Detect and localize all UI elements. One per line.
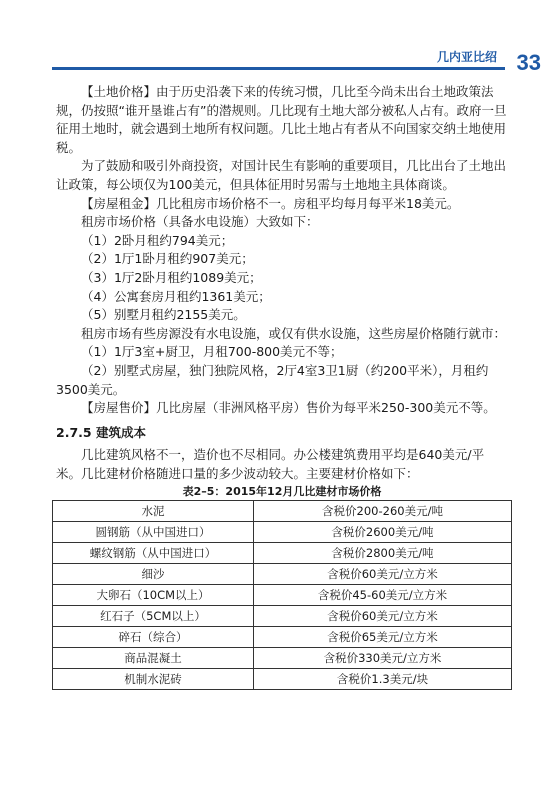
material-cell: 圆钢筋（从中国进口） xyxy=(53,522,254,543)
list-item: （2）别墅式房屋，独门独院风格，2厅4室3卫1厨（约200平米），月租约3500美元。 xyxy=(56,362,489,397)
running-header-title: 几内亚比绍 xyxy=(436,50,497,64)
price-cell: 含税价330美元/立方米 xyxy=(254,648,512,669)
paragraph-no-utilities: 租房市场有些房源没有水电设施，或仅有供水设施，这些房屋价格随行就市： xyxy=(81,325,507,341)
table-row xyxy=(53,669,512,690)
list-item: （4）公寓套房月租约1361美元； xyxy=(81,288,271,304)
paragraph-sale-price: 【房屋售价】几比房屋（非洲风格平房）售价为每平米250-300美元不等。 xyxy=(81,400,496,416)
paragraph-rent-intro: 租房市场价格（具备水电设施）大致如下： xyxy=(81,214,319,230)
table-row xyxy=(53,564,512,585)
material-cell: 红石子（5CM以上） xyxy=(53,606,254,627)
price-cell: 含税价2600美元/吨 xyxy=(254,522,512,543)
paragraph-rent: 【房屋租金】几比租房市场价格不一。房租平均每月每平米18美元。 xyxy=(81,195,460,211)
table-row xyxy=(53,606,512,627)
material-cell: 商品混凝土 xyxy=(53,648,254,669)
page-number: 33 xyxy=(516,50,541,75)
header-rule xyxy=(52,67,505,70)
material-cell: 大卵石（10CM以上） xyxy=(53,585,254,606)
material-cell: 细沙 xyxy=(53,564,254,585)
paragraph-land-policy: 为了鼓励和吸引外商投资，对国计民生有影响的重要项目，几比出台了土地出让政策，每公顷仅为100美元，但具体征用时另需与土地地主具体商谈。 xyxy=(56,158,507,192)
paragraph-land-price: 【土地价格】由于历史沿袭下来的传统习惯，几比至今尚未出台土地政策法规，仍按照“谁开垦谁占有”的潜规则。几比现有土地大部分被私人占有。政府一旦征用土地时，就会遇到土地所有权问题。几比土地占有者从不向国家交纳土地使用税。 xyxy=(56,84,507,155)
list-item: （2）1厅1卧月租约907美元； xyxy=(81,251,254,267)
list-item: （5）别墅月租约2155美元。 xyxy=(81,307,246,323)
price-cell: 含税价60美元/立方米 xyxy=(254,564,512,585)
materials-price-table xyxy=(52,500,512,690)
section-heading: 2.7.5 建筑成本 xyxy=(56,424,146,440)
price-cell: 含税价1.3美元/块 xyxy=(254,669,512,690)
price-cell: 含税价60美元/立方米 xyxy=(254,606,512,627)
material-cell: 碎石（综合） xyxy=(53,627,254,648)
price-cell: 含税价65美元/立方米 xyxy=(254,627,512,648)
table-row xyxy=(53,522,512,543)
price-cell: 含税价45-60美元/立方米 xyxy=(254,585,512,606)
material-cell: 机制水泥砖 xyxy=(53,669,254,690)
table-row xyxy=(53,627,512,648)
paragraph-construction-cost: 几比建筑风格不一，造价也不尽相同。办公楼建筑费用平均是640美元/平米。几比建材价格随进口量的多少波动较大。主要建材价格如下： xyxy=(56,447,485,481)
price-cell: 含税价200-260美元/吨 xyxy=(254,501,512,522)
list-item: （3）1厅2卧月租约1089美元； xyxy=(81,269,262,285)
table-row xyxy=(53,501,512,522)
list-item: （1）1厅3室+厨卫，月租700-800美元不等； xyxy=(81,344,343,360)
table-row xyxy=(53,648,512,669)
list-item: （1）2卧月租约794美元； xyxy=(81,232,234,248)
page-body xyxy=(56,83,508,690)
material-cell: 水泥 xyxy=(53,501,254,522)
table-row xyxy=(53,585,512,606)
price-cell: 含税价2800美元/吨 xyxy=(254,543,512,564)
table-caption: 表2–5：2015年12月几比建材市场价格 xyxy=(182,485,382,499)
material-cell: 螺纹钢筋（从中国进口） xyxy=(53,543,254,564)
table-row xyxy=(53,543,512,564)
